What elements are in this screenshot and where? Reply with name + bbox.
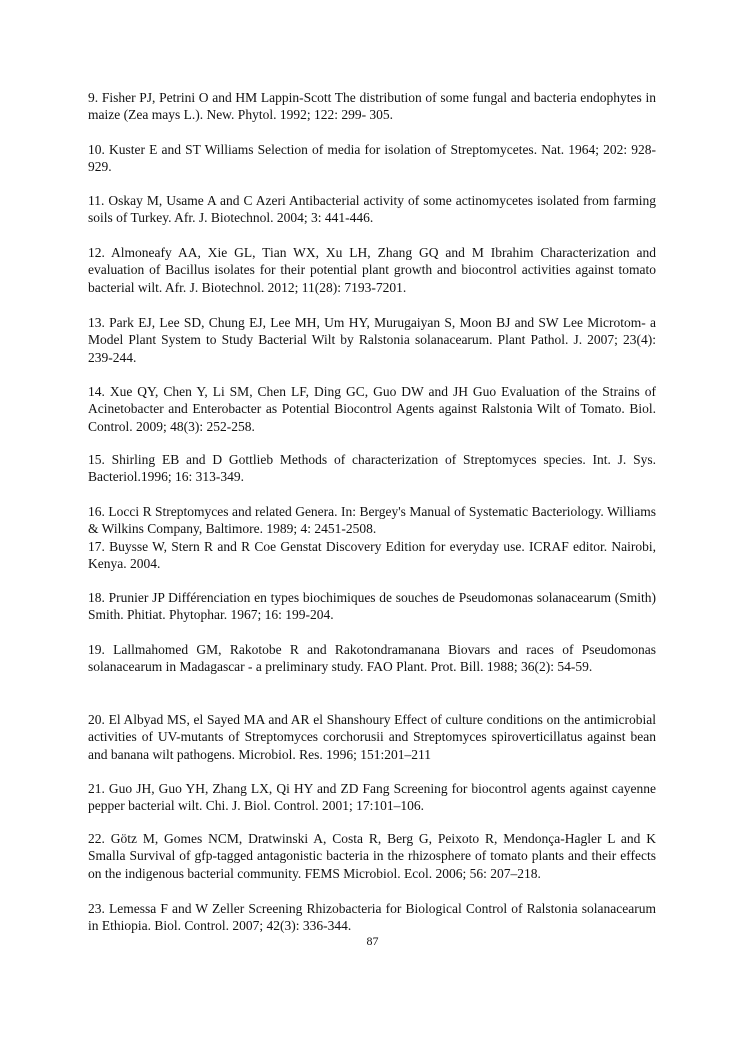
reference-21: 21. Guo JH, Guo YH, Zhang LX, Qi HY and ZD Fang Screening for biocontrol agents against cayenne pepper bacterial wilt. Chi. J. Biol. Control. 2001; 17:101–106. <box>88 781 656 814</box>
page-number: 87 <box>366 934 379 948</box>
reference-11: 11. Oskay M, Usame A and C Azeri Antibacterial activity of some actinomycetes isolated from farming soils of Turkey. Afr. J. Biotechnol. 2004; 3: 441-446. <box>88 193 656 226</box>
reference-20: 20. El Albyad MS, el Sayed MA and AR el Shanshoury Effect of culture conditions on the antimicrobial activities of UV-mutants of Streptomyces corchorusii and Streptomyces spiroverticillatus against bean and banana wilt pathogens. Microbiol. Res. 1996; 151:201–211 <box>88 712 656 762</box>
reference-14: 14. Xue QY, Chen Y, Li SM, Chen LF, Ding GC, Guo DW and JH Guo Evaluation of the Strains of Acinetobacter and Enterobacter as Potential Biocontrol Agents against Ralstonia Wilt of Tomato. Biol. Control. 2009; 48(3): 252-258. <box>88 384 656 434</box>
reference-19: 19. Lallmahomed GM, Rakotobe R and Rakotondramanana Biovars and races of Pseudomonas solanacearum in Madagascar - a preliminary study. FAO Plant. Prot. Bill. 1988; 36(2): 54-59. <box>88 642 656 675</box>
reference-18: 18. Prunier JP Différenciation en types biochimiques de souches de Pseudomonas solanacearum (Smith) Smith. Phitiat. Phytophar. 1967; 16: 199-204. <box>88 590 656 623</box>
reference-16: 16. Locci R Streptomyces and related Genera. In: Bergey's Manual of Systematic Bacteriology. Williams & Wilkins Company, Baltimore. 1989; 4: 2451-2508. <box>88 504 656 537</box>
reference-13: 13. Park EJ, Lee SD, Chung EJ, Lee MH, Um HY, Murugaiyan S, Moon BJ and SW Lee Microtom- a Model Plant System to Study Bacterial Wilt by Ralstonia solanacearum. Plant Pathol. J. 2007; 23(4): 239-244. <box>88 315 656 365</box>
reference-15: 15. Shirling EB and D Gottlieb Methods of characterization of Streptomyces species. Int. J. Sys. Bacteriol.1996; 16: 313-349. <box>88 452 656 485</box>
reference-17: 17. Buysse W, Stern R and R Coe Genstat Discovery Edition for everyday use. ICRAF editor. Nairobi, Kenya. 2004. <box>88 539 656 572</box>
reference-10: 10. Kuster E and ST Williams Selection of media for isolation of Streptomycetes. Nat. 1964; 202: 928- 929. <box>88 142 656 175</box>
reference-22: 22. Götz M, Gomes NCM, Dratwinski A, Costa R, Berg G, Peixoto R, Mendonça-Hagler L and K Smalla Survival of gfp-tagged antagonistic bacteria in the rhizosphere of tomato plants and their effects on the indigenous bacterial community. FEMS Microbiol. Ecol. 2006; 56: 207–218. <box>88 831 656 881</box>
reference-23: 23. Lemessa F and W Zeller Screening Rhizobacteria for Biological Control of Ralstonia solanacearum in Ethiopia. Biol. Control. 2007; 42(3): 336-344. <box>88 901 656 934</box>
reference-12: 12. Almoneafy AA, Xie GL, Tian WX, Xu LH, Zhang GQ and M Ibrahim Characterization and evaluation of Bacillus isolates for their potential plant growth and biocontrol activities against tomato bacterial wilt. Afr. J. Biotechnol. 2012; 11(28): 7193-7201. <box>88 245 656 295</box>
reference-9: 9. Fisher PJ, Petrini O and HM Lappin-Scott The distribution of some fungal and bacteria endophytes in maize (Zea mays L.). New. Phytol. 1992; 122: 299- 305. <box>88 90 656 123</box>
